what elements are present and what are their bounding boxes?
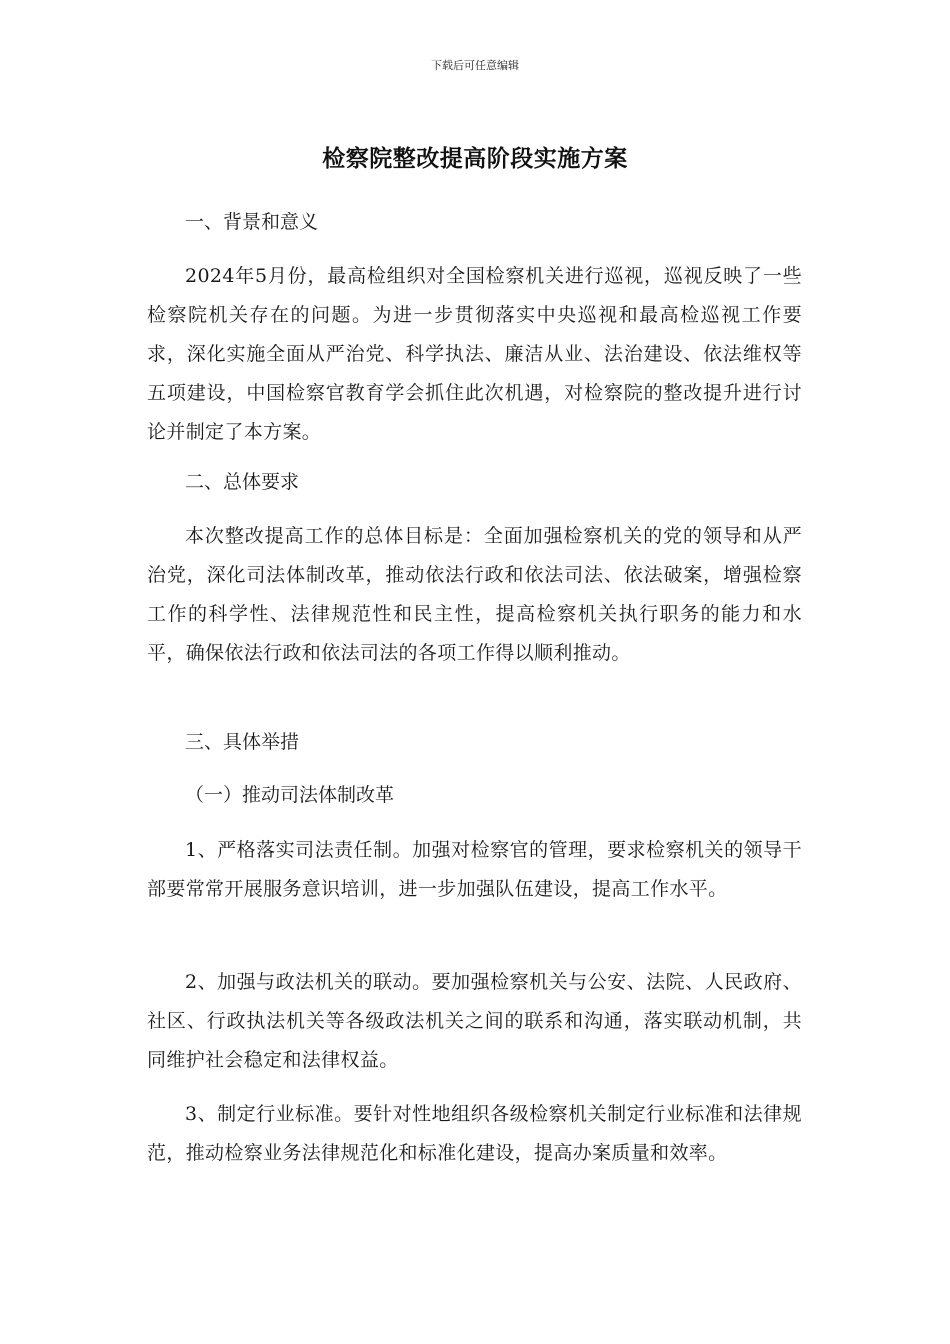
section-heading-background: 一、背景和意义 — [185, 211, 319, 233]
header-note: 下载后可任意编辑 — [431, 59, 519, 72]
list-item-2: 2、加强与政法机关的联动。要加强检察机关与公安、法院、人民政府、社区、行政执法机关等各级政法机关之间的联系和沟通，落实联动机制，共同维护社会稳定和法律权益。 — [147, 971, 802, 1071]
list-item-1: 1、严格落实司法责任制。加强对检察官的管理，要求检察机关的领导干部要常常开展服务意识培训，进一步加强队伍建设，提高工作水平。 — [147, 839, 802, 900]
section-heading-requirements: 二、总体要求 — [185, 471, 300, 493]
subsection-heading-judicial-reform: （一）推动司法体制改革 — [185, 784, 395, 806]
section-heading-measures: 三、具体举措 — [185, 731, 300, 753]
document-title: 检察院整改提高阶段实施方案 — [322, 146, 628, 172]
paragraph-background: 2024年5月份，最高检组织对全国检察机关进行巡视，巡视反映了一些检察院机关存在的问题。为进一步贯彻落实中央巡视和最高检巡视工作要求，深化实施全面从严治党、科学执法、廉洁从业、法治建设、依法维权等五项建设，中国检察官教育学会抓住此次机遇，对检察院的整改提升进行讨论并制定了本方案。 — [147, 265, 802, 443]
paragraph-requirements: 本次整改提高工作的总体目标是：全面加强检察机关的党的领导和从严治党，深化司法体制改革，推动依法行政和依法司法、依法破案，增强检察工作的科学性、法律规范性和民主性，提高检察机关执行职务的能力和水平，确保依法行政和依法司法的各项工作得以顺利推动。 — [147, 525, 802, 664]
list-item-3: 3、制定行业标准。要针对性地组织各级检察机关制定行业标准和法律规范，推动检察业务法律规范化和标准化建设，提高办案质量和效率。 — [147, 1103, 802, 1164]
